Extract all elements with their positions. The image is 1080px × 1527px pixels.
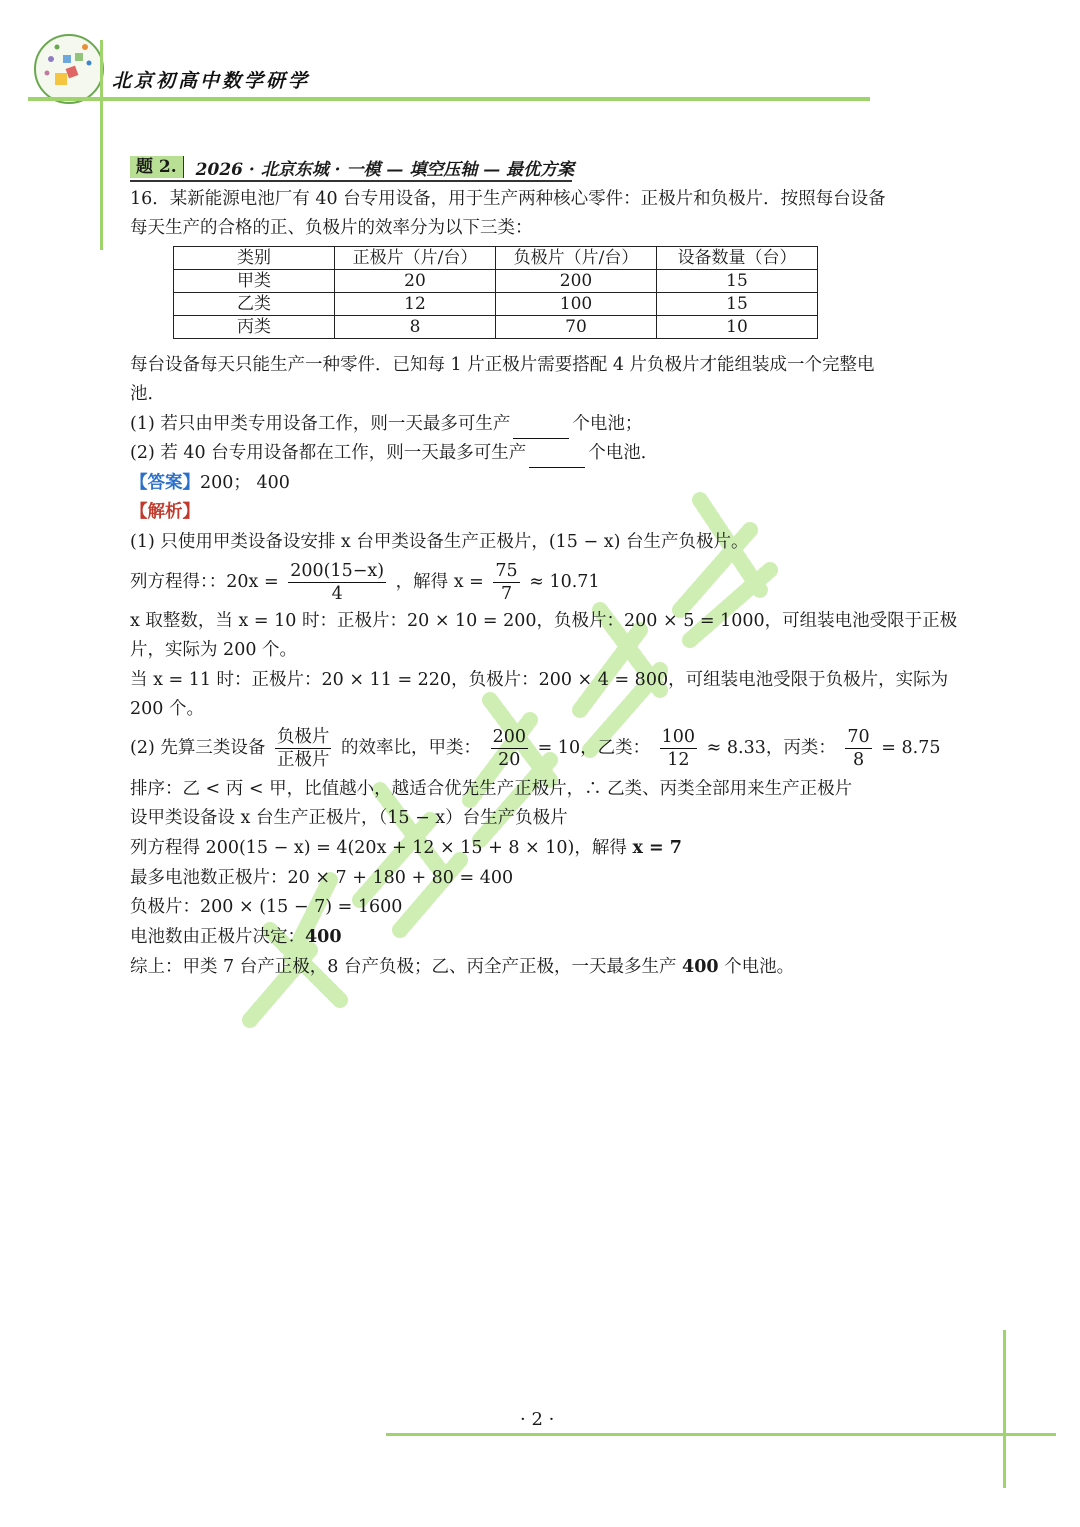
analysis-step: x 取整数，当 x = 10 时：正极片：20 × 10 = 200，负极片：200 × 5 = 1000，可组装电池受限于正极	[130, 611, 958, 631]
analysis-step	[130, 833, 960, 863]
problem-tag	[130, 156, 574, 178]
analysis-step: 设甲类设备设 x 台生产正极片，（15 − x）台生产负极片	[130, 808, 568, 828]
table-header-cell: 负极片（片/台）	[496, 247, 657, 270]
question-1	[130, 409, 960, 439]
analysis-step: 200 个。	[130, 699, 204, 719]
header-vertical-rule	[100, 40, 103, 250]
fraction-numerator: 100	[661, 727, 696, 747]
fraction-numerator: 200	[492, 727, 526, 747]
table-cell: 70	[496, 316, 657, 339]
fraction	[660, 726, 697, 771]
table-cell: 丙类	[174, 316, 335, 339]
table-cell: 15	[657, 270, 818, 293]
question-2-tail: 个电池．	[588, 443, 659, 463]
table-cell: 甲类	[174, 270, 335, 293]
fraction-denominator: 8	[852, 750, 865, 770]
intro-line-1: 16．某新能源电池厂有 40 台专用设备，用于生产两种核心零件：正极片和负极片．按照每台设备	[130, 189, 886, 209]
conclusion-value: 400	[305, 927, 342, 947]
fraction	[845, 726, 871, 771]
summary-tail: 个电池。	[724, 957, 795, 977]
fraction-denominator: 20	[498, 750, 521, 770]
analysis-label: 【解析】	[130, 502, 200, 522]
ratio-text: (2) 先算三类设备	[130, 738, 266, 758]
analysis-label-line	[130, 497, 960, 527]
summary-value: 400	[682, 957, 719, 977]
equation-text: ，解得 x =	[395, 572, 484, 592]
problem-number: 题 2.	[130, 156, 184, 178]
answer-text: 200； 400	[200, 473, 290, 493]
header-rule	[28, 97, 870, 101]
table-header-cell: 类别	[174, 247, 335, 270]
fraction-numerator: 75	[495, 561, 518, 581]
fraction-numerator: 负极片	[276, 727, 330, 747]
analysis-step: 排序：乙 < 丙 < 甲，比值越小，越适合优先生产正极片，∴ 乙类、丙类全部用来生产正极片	[130, 779, 853, 799]
footer-rule	[386, 1433, 1056, 1436]
ratio-text: = 8.75	[881, 738, 941, 758]
table-cell: 20	[335, 270, 496, 293]
ratio-text: ≈ 8.33，丙类：	[706, 738, 836, 758]
fraction-denominator: 7	[500, 584, 513, 604]
ratio-text: 的效率比，甲类：	[341, 738, 482, 758]
brand-title: 北京初高中数学研学	[112, 70, 311, 92]
table-header-row	[174, 247, 818, 270]
fraction	[491, 726, 528, 771]
fraction-numerator: 70	[847, 727, 870, 747]
equation-text: ≈ 10.71	[529, 572, 600, 592]
table-cell: 100	[496, 293, 657, 316]
table-cell: 15	[657, 293, 818, 316]
page-number: · 2 ·	[520, 1409, 555, 1430]
table-row	[174, 270, 818, 293]
answer-label: 【答案】	[130, 473, 200, 493]
tag-underline	[130, 180, 572, 182]
fraction-denominator: 4	[331, 584, 343, 604]
table-cell: 12	[335, 293, 496, 316]
ratio-text: = 10，乙类：	[537, 738, 651, 758]
analysis-step: (1) 只使用甲类设备设安排 x 台甲类设备生产正极片，(15 − x) 台生产负极片。	[130, 532, 749, 552]
summary-text: 综上：甲类 7 台产正极，8 台产负极；乙、丙全产正极，一天最多生产	[130, 957, 677, 977]
table-header-cell: 设备数量（台）	[657, 247, 818, 270]
table-row	[174, 293, 818, 316]
fraction	[288, 560, 386, 605]
question-2	[130, 438, 960, 468]
analysis-step: 负极片：200 × (15 − 7) = 1600	[130, 897, 403, 917]
equation-text: 列方程得 200(15 − x) = 4(20x + 12 × 15 + 8 × 10)，解得	[130, 838, 627, 858]
question-1-text: (1) 若只由甲类专用设备工作，则一天最多可生产	[130, 414, 511, 434]
answer-blank-2[interactable]	[529, 447, 585, 468]
answer-blank-1[interactable]	[513, 418, 569, 439]
question-1-tail: 个电池；	[572, 414, 643, 434]
table-cell: 乙类	[174, 293, 335, 316]
table-row	[174, 316, 818, 339]
fraction	[493, 560, 519, 605]
fraction	[275, 726, 332, 771]
footer-vertical-rule	[1003, 1330, 1006, 1488]
table-cell: 10	[657, 316, 818, 339]
analysis-step: 当 x = 11 时：正极片：20 × 11 = 220，负极片：200 × 4 = 800，可组装电池受限于负极片，实际为	[130, 670, 949, 690]
table-cell: 8	[335, 316, 496, 339]
condition-line-2: 池．	[130, 384, 165, 404]
efficiency-table	[173, 246, 818, 339]
intro-line-2: 每天生产的合格的正、负极片的效率分为以下三类：	[130, 218, 533, 238]
fraction-denominator: 正极片	[276, 750, 330, 770]
fraction-denominator: 12	[667, 750, 690, 770]
conclusion-text: 电池数由正极片决定：	[130, 927, 305, 947]
analysis-equation-1	[130, 560, 960, 605]
condition-line-1: 每台设备每天只能生产一种零件．已知每 1 片正极片需要搭配 4 片负极片才能组装成一个完整电	[130, 355, 875, 375]
analysis-step: 最多电池数正极片：20 × 7 + 180 + 80 = 400	[130, 868, 514, 888]
analysis-step	[130, 922, 960, 952]
logo-icon	[33, 33, 105, 105]
analysis-ratio-line	[130, 726, 960, 771]
equation-text: 列方程得：：20x =	[130, 572, 279, 592]
answer-line	[130, 468, 960, 498]
solution-value: x = 7	[632, 838, 682, 858]
table-header-cell: 正极片（片/台）	[335, 247, 496, 270]
table-cell: 200	[496, 270, 657, 293]
problem-source: 2026 · 北京东城 · 一模 — 填空压轴 — 最优方案	[195, 159, 575, 180]
fraction-numerator: 200(15−x)	[290, 561, 385, 581]
question-2-text: (2) 若 40 台专用设备都在工作，则一天最多可生产	[130, 443, 527, 463]
analysis-step: 片，实际为 200 个。	[130, 640, 298, 660]
analysis-summary	[130, 952, 960, 982]
